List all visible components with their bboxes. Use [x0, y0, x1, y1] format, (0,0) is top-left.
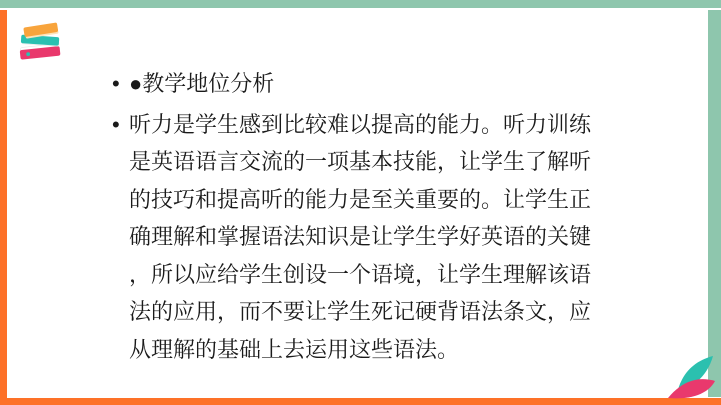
- books-stack-icon: [17, 22, 65, 62]
- list-item-paragraph: [112, 106, 632, 369]
- heading-text: ●教学地位分析: [129, 71, 275, 96]
- bullet-marker: •: [112, 71, 120, 96]
- left-border-bar: [0, 10, 7, 405]
- top-border-bar: [0, 0, 721, 8]
- list-item-heading: [112, 65, 632, 103]
- leaf-feather-icon: [658, 353, 716, 399]
- paragraph-line: ，所以应给学生创设一个语境，让学生理解该语: [129, 261, 592, 287]
- right-border-bar: [708, 10, 721, 397]
- paragraph-line: 的技巧和提高听的能力是至关重要的。让学生正: [129, 186, 592, 212]
- slide-content: [112, 65, 632, 368]
- paragraph-line: 听力是学生感到比较难以提高的能力。听力训练: [129, 111, 592, 137]
- paragraph-line: 确理解和掌握语法知识是让学生学好英语的关键: [129, 224, 592, 249]
- bullet-marker: •: [112, 111, 120, 137]
- paragraph-line: 法的应用，而不要让学生死记硬背语法条文，应: [129, 299, 592, 324]
- paragraph-line: 是英语语言交流的一项基本技能，让学生了解听: [129, 149, 592, 174]
- bottom-border-bar: [0, 398, 721, 405]
- paragraph-line: 从理解的基础上去运用这些语法。: [129, 336, 460, 362]
